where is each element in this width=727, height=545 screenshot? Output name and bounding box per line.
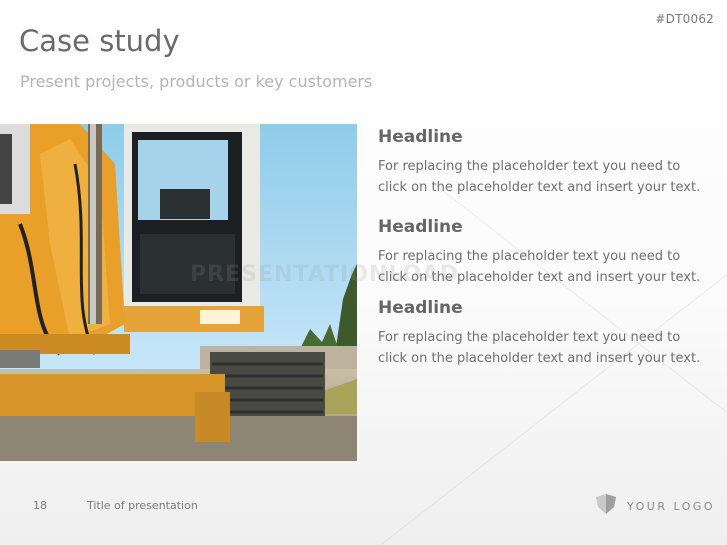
page-number: 18	[33, 499, 47, 512]
content-block-1	[378, 126, 718, 198]
company-logo	[595, 494, 715, 518]
content-block-3	[378, 297, 718, 369]
block-headline: Headline	[378, 217, 463, 237]
presentation-title: Title of presentation	[87, 499, 198, 512]
excavator-photo	[0, 124, 357, 461]
slide-title: Case study	[19, 24, 180, 58]
slide-subtitle: Present projects, products or key customers	[20, 72, 373, 91]
block-text: For replacing the placeholder text you need to click on the placeholder text and insert your text.	[378, 159, 701, 195]
content-block-2	[378, 216, 718, 288]
shield-logo-icon	[595, 494, 617, 518]
block-headline: Headline	[378, 127, 463, 147]
block-headline: Headline	[378, 298, 463, 318]
logo-text: YOUR LOGO	[627, 499, 716, 513]
excavator-illustration	[0, 124, 357, 461]
block-text: For replacing the placeholder text you need to click on the placeholder text and insert your text.	[378, 249, 701, 285]
block-text: For replacing the placeholder text you need to click on the placeholder text and insert your text.	[378, 330, 701, 366]
slide-id: #DT0062	[655, 12, 714, 26]
